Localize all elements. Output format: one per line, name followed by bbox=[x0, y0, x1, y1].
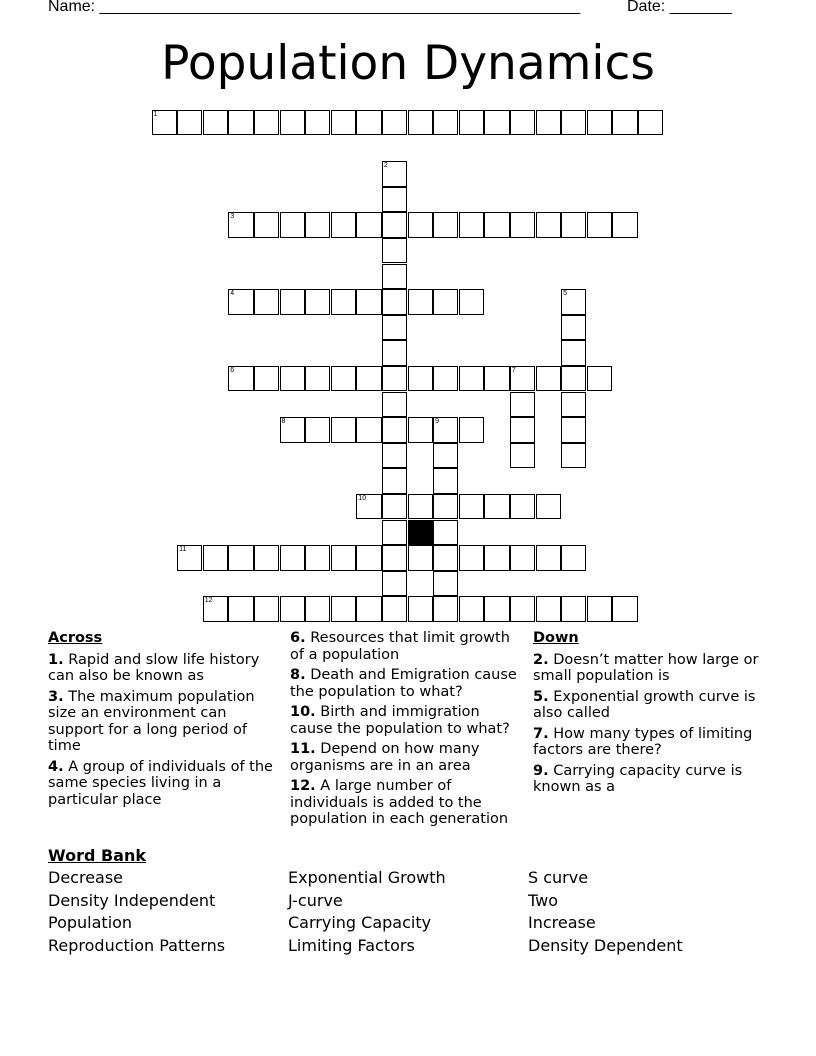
crossword-cell[interactable] bbox=[408, 596, 433, 621]
crossword-cell[interactable] bbox=[280, 596, 305, 621]
across-clue-12: 12. A large number of individuals is added to the population in each generation bbox=[290, 778, 509, 827]
crossword-cell[interactable] bbox=[382, 187, 407, 212]
crossword-cell[interactable] bbox=[331, 366, 356, 391]
crossword-cell[interactable] bbox=[638, 110, 663, 135]
crossword-cell[interactable] bbox=[484, 494, 509, 519]
crossword-cell[interactable] bbox=[433, 571, 458, 596]
crossword-cell[interactable] bbox=[536, 545, 561, 570]
crossword-cell[interactable] bbox=[408, 494, 433, 519]
crossword-cell[interactable] bbox=[254, 110, 279, 135]
crossword-cell[interactable] bbox=[228, 545, 253, 570]
crossword-cell[interactable] bbox=[382, 494, 407, 519]
crossword-cell[interactable] bbox=[561, 110, 586, 135]
crossword-cell[interactable] bbox=[510, 545, 535, 570]
crossword-cell[interactable] bbox=[331, 110, 356, 135]
crossword-cell[interactable] bbox=[433, 494, 458, 519]
crossword-cell[interactable] bbox=[510, 417, 535, 442]
across-clue-1: 1. Rapid and slow life history can also be known as bbox=[48, 651, 260, 684]
across-clue-10: 10. Birth and immigration cause the population to what? bbox=[290, 704, 510, 737]
word-bank-item: Population bbox=[48, 913, 133, 932]
crossword-cell[interactable] bbox=[382, 571, 407, 596]
crossword-cell[interactable] bbox=[356, 289, 381, 314]
crossword-cell[interactable] bbox=[177, 110, 202, 135]
crossword-cell[interactable] bbox=[382, 443, 407, 468]
clue-number: 2 bbox=[383, 162, 388, 170]
crossword-cell[interactable] bbox=[305, 366, 330, 391]
clue-number: 9 bbox=[435, 418, 439, 426]
crossword-cell[interactable] bbox=[433, 417, 458, 442]
crossword-cell[interactable] bbox=[382, 264, 407, 289]
date-line[interactable]: Date: _______ bbox=[627, 0, 732, 15]
across-clues-column-2 bbox=[290, 630, 526, 832]
crossword-cell[interactable] bbox=[484, 366, 509, 391]
crossword-cell[interactable] bbox=[561, 417, 586, 442]
crossword-cell[interactable] bbox=[459, 110, 484, 135]
word-bank-item: Increase bbox=[528, 913, 596, 932]
crossword-cell[interactable] bbox=[356, 494, 381, 519]
across-clue-11: 11. Depend on how many organisms are in an area bbox=[290, 741, 480, 774]
crossword-cell[interactable] bbox=[331, 212, 356, 237]
crossword-cell[interactable] bbox=[382, 161, 407, 186]
crossword-cell[interactable] bbox=[433, 468, 458, 493]
crossword-cell[interactable] bbox=[510, 212, 535, 237]
word-bank-column-1 bbox=[48, 867, 225, 957]
crossword-cell[interactable] bbox=[510, 443, 535, 468]
crossword-cell[interactable] bbox=[612, 212, 637, 237]
crossword-cell[interactable] bbox=[356, 212, 381, 237]
crossword-cell[interactable] bbox=[280, 110, 305, 135]
crossword-block-cell bbox=[408, 520, 433, 545]
crossword-cell[interactable] bbox=[331, 596, 356, 621]
crossword-cell[interactable] bbox=[459, 417, 484, 442]
crossword-cell[interactable] bbox=[356, 110, 381, 135]
crossword-cell[interactable] bbox=[203, 110, 228, 135]
crossword-cell[interactable] bbox=[561, 545, 586, 570]
crossword-cell[interactable] bbox=[536, 110, 561, 135]
crossword-cell[interactable] bbox=[356, 366, 381, 391]
across-clue-4: 4. A group of individuals of the same species living in a particular place bbox=[48, 758, 273, 808]
crossword-cell[interactable] bbox=[305, 110, 330, 135]
crossword-cell[interactable] bbox=[561, 596, 586, 621]
clue-number: 1 bbox=[153, 111, 158, 118]
across-clue-6: 6. Resources that limit growth of a population bbox=[290, 630, 510, 663]
crossword-cell[interactable] bbox=[228, 110, 253, 135]
across-clues-column-1 bbox=[48, 630, 278, 812]
crossword-cell[interactable] bbox=[203, 596, 228, 621]
crossword-cell[interactable] bbox=[484, 110, 509, 135]
crossword-cell[interactable] bbox=[561, 366, 586, 391]
crossword-cell[interactable] bbox=[612, 596, 637, 621]
crossword-cell[interactable] bbox=[459, 545, 484, 570]
crossword-cell[interactable] bbox=[510, 596, 535, 621]
word-bank-item: Limiting Factors bbox=[288, 935, 415, 955]
crossword-cell[interactable] bbox=[203, 545, 228, 570]
crossword-cell[interactable] bbox=[459, 212, 484, 237]
crossword-cell[interactable] bbox=[459, 596, 484, 621]
crossword-cell[interactable] bbox=[536, 596, 561, 621]
down-clue-7: 7. How many types of limiting factors are there? bbox=[533, 725, 753, 758]
crossword-cell[interactable] bbox=[433, 212, 458, 237]
word-bank-heading: Word Bank bbox=[48, 846, 147, 865]
crossword-cell[interactable] bbox=[587, 596, 612, 621]
across-heading: Across bbox=[48, 630, 103, 646]
crossword-cell[interactable] bbox=[433, 545, 458, 570]
clue-number: 5 bbox=[563, 290, 567, 298]
crossword-cell[interactable] bbox=[561, 212, 586, 237]
word-bank-item: Density Dependent bbox=[528, 935, 683, 955]
word-bank-item: S curve bbox=[528, 868, 589, 887]
crossword-cell[interactable] bbox=[228, 596, 253, 621]
crossword-cell[interactable] bbox=[382, 289, 407, 314]
crossword-cell[interactable] bbox=[152, 110, 177, 135]
down-heading: Down bbox=[533, 630, 579, 646]
crossword-cell[interactable] bbox=[536, 494, 561, 519]
clue-number: 6 bbox=[230, 367, 235, 374]
crossword-cell[interactable] bbox=[254, 366, 279, 391]
crossword-cell[interactable] bbox=[587, 366, 612, 391]
crossword-cell[interactable] bbox=[510, 110, 535, 135]
down-clues-column bbox=[533, 630, 763, 800]
crossword-cell[interactable] bbox=[331, 289, 356, 314]
crossword-cell[interactable] bbox=[433, 443, 458, 468]
crossword-cell[interactable] bbox=[228, 289, 253, 314]
crossword-cell[interactable] bbox=[408, 545, 433, 570]
crossword-cell[interactable] bbox=[459, 289, 484, 314]
crossword-cell[interactable] bbox=[561, 340, 586, 365]
crossword-cell[interactable] bbox=[177, 545, 202, 570]
crossword-cell[interactable] bbox=[382, 545, 407, 570]
page-title: Population Dynamics bbox=[161, 36, 655, 91]
crossword-cell[interactable] bbox=[382, 315, 407, 340]
crossword-cell[interactable] bbox=[280, 366, 305, 391]
crossword-cell[interactable] bbox=[510, 494, 535, 519]
word-bank-item: Reproduction Patterns bbox=[48, 935, 226, 955]
crossword-cell[interactable] bbox=[254, 545, 279, 570]
crossword-cell[interactable] bbox=[484, 545, 509, 570]
crossword-cell[interactable] bbox=[305, 289, 330, 314]
crossword-cell[interactable] bbox=[305, 545, 330, 570]
word-bank-item: Density Independent bbox=[48, 890, 216, 910]
crossword-cell[interactable] bbox=[587, 110, 612, 135]
crossword-cell[interactable] bbox=[382, 468, 407, 493]
crossword-cell[interactable] bbox=[408, 289, 433, 314]
crossword-cell[interactable] bbox=[484, 212, 509, 237]
crossword-cell[interactable] bbox=[408, 417, 433, 442]
word-bank-item: Decrease bbox=[48, 868, 124, 887]
crossword-cell[interactable] bbox=[433, 289, 458, 314]
clue-number: 11 bbox=[179, 546, 187, 554]
crossword-cell[interactable] bbox=[382, 238, 407, 263]
clue-number: 12 bbox=[204, 597, 213, 605]
crossword-cell[interactable] bbox=[587, 212, 612, 237]
crossword-cell[interactable] bbox=[459, 494, 484, 519]
clue-number: 10 bbox=[358, 495, 367, 502]
crossword-cell[interactable] bbox=[536, 212, 561, 237]
crossword-cell[interactable] bbox=[382, 596, 407, 621]
crossword-cell[interactable] bbox=[561, 289, 586, 314]
crossword-cell[interactable] bbox=[331, 545, 356, 570]
crossword-cell[interactable] bbox=[510, 366, 535, 391]
crossword-cell[interactable] bbox=[382, 110, 407, 135]
word-bank-item: Two bbox=[528, 890, 558, 910]
crossword-cell[interactable] bbox=[433, 366, 458, 391]
crossword-cell[interactable] bbox=[254, 289, 279, 314]
crossword-cell[interactable] bbox=[356, 545, 381, 570]
down-clue-5: 5. Exponential growth curve is also called bbox=[533, 688, 756, 721]
crossword-cell[interactable] bbox=[382, 417, 407, 442]
crossword-cell[interactable] bbox=[510, 392, 535, 417]
crossword-cell[interactable] bbox=[305, 417, 330, 442]
crossword-cell[interactable] bbox=[433, 596, 458, 621]
crossword-cell[interactable] bbox=[561, 443, 586, 468]
crossword-cell[interactable] bbox=[254, 596, 279, 621]
word-bank-column-3 bbox=[528, 867, 683, 957]
crossword-cell[interactable] bbox=[536, 366, 561, 391]
crossword-cell[interactable] bbox=[382, 392, 407, 417]
crossword-cell[interactable] bbox=[408, 366, 433, 391]
crossword-cell[interactable] bbox=[382, 366, 407, 391]
crossword-cell[interactable] bbox=[280, 289, 305, 314]
crossword-cell[interactable] bbox=[356, 417, 381, 442]
clue-number: 4 bbox=[230, 290, 235, 298]
down-clue-9: 9. Carrying capacity curve is known as a bbox=[533, 762, 743, 795]
crossword-cell[interactable] bbox=[280, 545, 305, 570]
crossword-cell[interactable] bbox=[561, 315, 586, 340]
across-clue-8: 8. Death and Emigration cause the population to what? bbox=[290, 667, 517, 700]
crossword-cell[interactable] bbox=[408, 212, 433, 237]
clue-number: 3 bbox=[230, 213, 235, 221]
word-bank-item: J-curve bbox=[288, 890, 343, 910]
crossword-cell[interactable] bbox=[305, 596, 330, 621]
crossword-cell[interactable] bbox=[382, 520, 407, 545]
crossword-cell[interactable] bbox=[459, 366, 484, 391]
across-clue-3: 3. The maximum population size an environment can support for a long period of time bbox=[48, 688, 255, 754]
name-line[interactable]: Name: ______________________________________________________ bbox=[48, 0, 581, 15]
crossword-cell[interactable] bbox=[228, 366, 253, 391]
crossword-cell[interactable] bbox=[254, 212, 279, 237]
crossword-cell[interactable] bbox=[484, 596, 509, 621]
crossword-cell[interactable] bbox=[331, 417, 356, 442]
crossword-cell[interactable] bbox=[612, 110, 637, 135]
crossword-cell[interactable] bbox=[433, 520, 458, 545]
crossword-cell[interactable] bbox=[433, 110, 458, 135]
word-bank-column-2 bbox=[288, 867, 446, 957]
word-bank-item: Carrying Capacity bbox=[288, 913, 432, 932]
down-clue-2: 2. Doesn’t matter how large or small population is bbox=[533, 651, 759, 684]
crossword-cell[interactable] bbox=[356, 596, 381, 621]
crossword-cell[interactable] bbox=[305, 212, 330, 237]
clue-number: 8 bbox=[281, 418, 286, 426]
crossword-cell[interactable] bbox=[382, 212, 407, 237]
crossword-cell[interactable] bbox=[561, 392, 586, 417]
word-bank-item: Exponential Growth bbox=[288, 868, 446, 887]
crossword-cell[interactable] bbox=[228, 212, 253, 237]
crossword-cell[interactable] bbox=[408, 110, 433, 135]
clue-number: 7 bbox=[511, 367, 516, 374]
crossword-cell[interactable] bbox=[280, 212, 305, 237]
crossword-cell[interactable] bbox=[280, 417, 305, 442]
crossword-cell[interactable] bbox=[382, 340, 407, 365]
